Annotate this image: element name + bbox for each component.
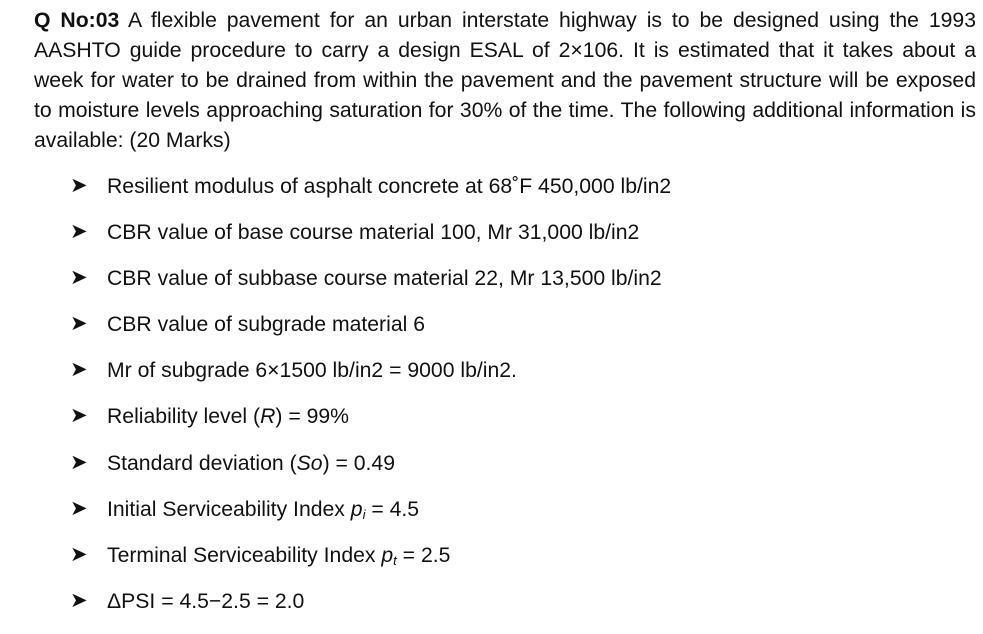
asphalt-modulus-text: Resilient modulus of asphalt concrete at 68˚F 450,000 lb/in2 [107, 175, 672, 198]
arrow-bullet-icon: ➤ [70, 174, 88, 197]
question-text: A flexible pavement for an urban interstate highway is to be designed using the 1993 AASHTO guide procedure to carry a design ESAL of 2×106. It is estimated that it takes about a week for water to be drained from within the pavement and the pavement structure will be exposed to moisture levels approaching saturation for 30% of the time. The following additional information is available: (20 Marks) [34, 9, 976, 152]
std-deviation-text [107, 449, 395, 479]
delta-psi-text: ΔPSI = 4.5−2.5 = 2.0 [107, 589, 305, 613]
initial-serviceability-symbol: p [350, 497, 363, 521]
initial-serviceability-subscript: i [362, 506, 366, 522]
question-number: Q No:03 [34, 9, 120, 32]
subgrade-mr-text: Mr of subgrade 6×1500 lb/in2 = 9000 lb/in2. [107, 359, 517, 383]
terminal-serviceability-subscript: t [393, 552, 397, 568]
reliability-symbol: R [260, 405, 276, 429]
std-deviation-label: Standard deviation ( [107, 451, 297, 475]
arrow-bullet-icon: ➤ [70, 266, 88, 290]
std-deviation-value: ) = 0.49 [322, 451, 396, 475]
reliability-label: Reliability level ( [107, 405, 261, 429]
std-deviation-symbol: So [296, 451, 323, 475]
arrow-bullet-icon: ➤ [70, 496, 88, 520]
initial-serviceability-label: Initial Serviceability Index [107, 497, 351, 521]
subbase-course-text: CBR value of subbase course material 22, Mr 13,500 lb/in2 [107, 267, 662, 291]
arrow-bullet-icon: ➤ [70, 404, 88, 428]
arrow-bullet-icon: ➤ [70, 220, 88, 244]
subgrade-cbr-text: CBR value of subgrade material 6 [107, 313, 425, 337]
terminal-serviceability-symbol: p [381, 543, 394, 567]
base-course-text: CBR value of base course material 100, Mr 31,000 lb/in2 [107, 221, 640, 245]
question-paragraph [34, 6, 976, 156]
terminal-serviceability-value: = 2.5 [396, 543, 451, 567]
terminal-serviceability-text [107, 541, 450, 573]
arrow-bullet-icon: ➤ [70, 358, 88, 382]
initial-serviceability-value: = 4.5 [365, 497, 420, 521]
reliability-value: ) = 99% [275, 405, 349, 429]
terminal-serviceability-label: Terminal Serviceability Index [107, 543, 382, 567]
arrow-bullet-icon: ➤ [70, 312, 88, 336]
arrow-bullet-icon: ➤ [70, 588, 88, 612]
initial-serviceability-text [107, 495, 419, 527]
reliability-text [107, 402, 349, 432]
arrow-bullet-icon: ➤ [70, 542, 88, 566]
arrow-bullet-icon: ➤ [70, 450, 88, 474]
